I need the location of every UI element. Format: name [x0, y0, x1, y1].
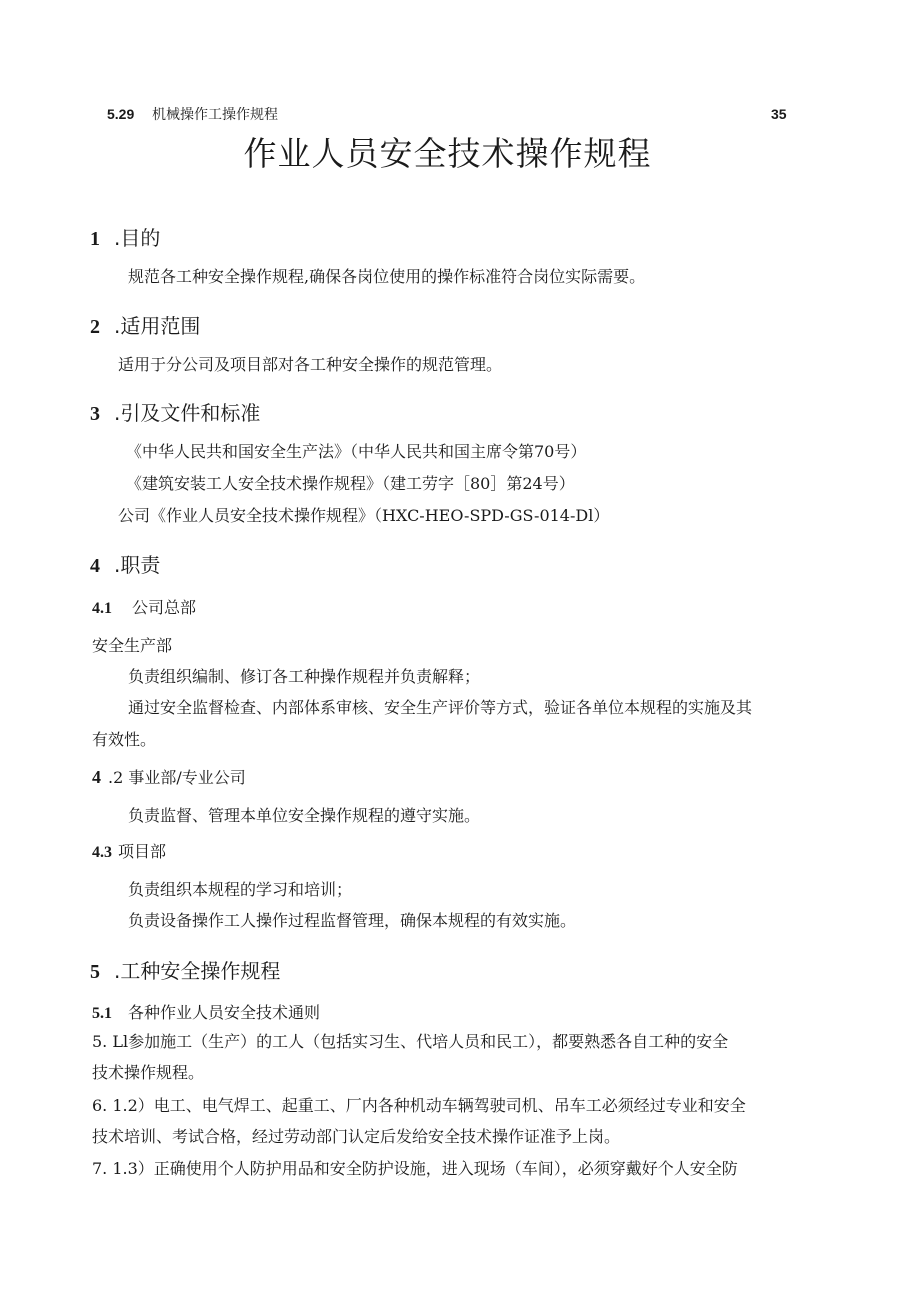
duty-line: 负责组织编制、修订各工种操作规程并负责解释； — [128, 667, 481, 686]
subsection-number: 4 — [92, 767, 101, 787]
duty-line: 通过安全监督检查、内部体系审核、安全生产评价等方式，验证各单位本规程的实施及其 — [128, 698, 753, 717]
section-4-heading — [90, 549, 160, 578]
subsection-number: 4.1 — [92, 600, 112, 617]
toc-page-number: 35 — [771, 106, 787, 122]
duty-line: 有效性。 — [92, 730, 157, 749]
rule-item-line: 技术操作规程。 — [92, 1063, 205, 1082]
subsection-5-1-heading — [92, 1000, 320, 1023]
toc-number: 5.29 — [107, 106, 135, 122]
section-number: 4 — [90, 555, 100, 577]
subsection-number: 5.1 — [92, 1005, 112, 1022]
section-5-heading — [90, 955, 280, 984]
section-2-body: 适用于分公司及项目部对各工种安全操作的规范管理。 — [118, 355, 503, 374]
duty-line: 负责组织本规程的学习和培训； — [128, 880, 353, 899]
department-label: 安全生产部 — [92, 636, 173, 655]
rule-item-line: 5. Ll参加施工（生产）的工人（包括实习生、代培人员和民工），都要熟悉各自工种的安全 — [92, 1032, 729, 1051]
section-title: .职责 — [114, 553, 161, 577]
duty-line: 负责监督、管理本单位安全操作规程的遵守实施。 — [128, 806, 481, 825]
reference-item: 《中华人民共和国安全生产法》（中华人民共和国主席令第70号） — [126, 442, 587, 461]
section-title: .目的 — [114, 226, 161, 250]
section-title: .工种安全操作规程 — [114, 959, 281, 983]
subsection-title: 公司总部 — [132, 598, 197, 617]
section-number: 2 — [90, 316, 100, 338]
rule-item-line: 技术培训、考试合格，经过劳动部门认定后发给安全技术操作证准予上岗。 — [92, 1127, 621, 1146]
reference-item: 《建筑安装工人安全技术操作规程》（建工劳字［80］第24号） — [126, 474, 575, 493]
rule-item-line: 7. 1.3）正确使用个人防护用品和安全防护设施，进入现场（车间），必须穿戴好个人安全防 — [92, 1159, 738, 1178]
subsection-title: .2 事业部/专业公司 — [108, 768, 246, 787]
subsection-4-3-heading — [92, 839, 166, 862]
section-1-body: 规范各工种安全操作规程,确保各岗位使用的操作标准符合岗位实际需要。 — [128, 267, 646, 286]
subsection-4-2-heading — [92, 765, 246, 788]
section-1-heading — [90, 222, 160, 251]
section-title: .引及文件和标准 — [114, 401, 261, 425]
section-number: 1 — [90, 228, 100, 250]
section-number: 5 — [90, 961, 100, 983]
toc-title: 机械操作工操作规程 — [152, 107, 278, 123]
subsection-4-1-heading — [92, 595, 196, 618]
subsection-number: 4.3 — [92, 844, 112, 861]
subsection-title: 各种作业人员安全技术通则 — [128, 1003, 321, 1022]
rule-item-line: 6. 1.2）电工、电气焊工、起重工、厂内各种机动车辆驾驶司机、吊车工必须经过专业和安全 — [92, 1096, 746, 1115]
reference-item: 公司《作业人员安全技术操作规程》（HXC-HEO-SPD-GS-014-Dl） — [118, 506, 610, 525]
duty-line: 负责设备操作工人操作过程监督管理，确保本规程的有效实施。 — [128, 911, 577, 930]
section-3-heading — [90, 397, 260, 426]
document-title: 作业人员安全技术操作规程 — [243, 134, 652, 173]
section-title: .适用范围 — [114, 314, 201, 338]
section-2-heading — [90, 310, 200, 339]
section-number: 3 — [90, 403, 100, 425]
subsection-title: 项目部 — [118, 842, 167, 861]
